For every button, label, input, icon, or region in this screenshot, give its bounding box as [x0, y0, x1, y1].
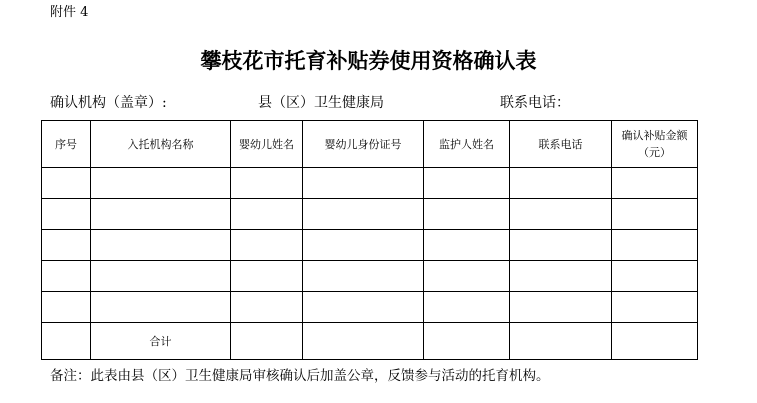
eligibility-table	[41, 120, 698, 360]
cell-serial-number[interactable]	[42, 168, 91, 199]
cell-serial-number[interactable]	[42, 323, 91, 360]
cell-guardian-name[interactable]	[424, 230, 510, 261]
header-row	[42, 121, 698, 168]
header-contact-phone: 联系电话	[510, 121, 612, 168]
cell-institution-name[interactable]	[91, 168, 231, 199]
cell-guardian-name[interactable]	[424, 292, 510, 323]
header-child-id-number: 婴幼儿身份证号	[303, 121, 424, 168]
cell-contact-phone[interactable]	[510, 168, 612, 199]
cell-child-id-number[interactable]	[303, 168, 424, 199]
cell-subsidy-amount[interactable]	[612, 261, 698, 292]
health-bureau-label: 县（区）卫生健康局	[258, 95, 384, 111]
cell-guardian-name[interactable]	[424, 323, 510, 360]
header-institution-name: 入托机构名称	[91, 121, 231, 168]
cell-subsidy-amount[interactable]	[612, 199, 698, 230]
cell-child-name[interactable]	[231, 168, 303, 199]
cell-child-name[interactable]	[231, 261, 303, 292]
header-serial-number: 序号	[42, 121, 91, 168]
cell-contact-phone[interactable]	[510, 323, 612, 360]
cell-serial-number[interactable]	[42, 292, 91, 323]
table-row	[42, 199, 698, 230]
cell-contact-phone[interactable]	[510, 230, 612, 261]
cell-serial-number[interactable]	[42, 199, 91, 230]
table-row	[42, 230, 698, 261]
cell-contact-phone[interactable]	[510, 199, 612, 230]
cell-institution-name[interactable]	[91, 199, 231, 230]
cell-guardian-name[interactable]	[424, 168, 510, 199]
attachment-label: 附件 4	[50, 5, 89, 20]
cell-child-name[interactable]	[231, 323, 303, 360]
header-child-name: 婴幼儿姓名	[231, 121, 303, 168]
header-subsidy-amount: 确认补贴金额（元）	[612, 121, 698, 168]
total-label: 合计	[91, 323, 231, 360]
table-row	[42, 168, 698, 199]
cell-child-id-number[interactable]	[303, 199, 424, 230]
table-row	[42, 292, 698, 323]
cell-total-amount[interactable]	[612, 323, 698, 360]
cell-guardian-name[interactable]	[424, 199, 510, 230]
cell-child-id-number[interactable]	[303, 323, 424, 360]
cell-child-name[interactable]	[231, 230, 303, 261]
cell-contact-phone[interactable]	[510, 261, 612, 292]
confirming-org-label: 确认机构（盖章）:	[50, 95, 167, 111]
cell-child-id-number[interactable]	[303, 292, 424, 323]
cell-serial-number[interactable]	[42, 261, 91, 292]
form-title: 攀枝花市托育补贴券使用资格确认表	[200, 49, 537, 73]
cell-institution-name[interactable]	[91, 261, 231, 292]
table-row	[42, 261, 698, 292]
contact-phone-label: 联系电话：	[500, 95, 570, 111]
total-row	[42, 323, 698, 360]
footnote: 备注：此表由县（区）卫生健康局审核确认后加盖公章，反馈参与活动的托育机构。	[50, 368, 550, 384]
cell-subsidy-amount[interactable]	[612, 292, 698, 323]
header-guardian-name: 监护人姓名	[424, 121, 510, 168]
cell-institution-name[interactable]	[91, 292, 231, 323]
cell-subsidy-amount[interactable]	[612, 168, 698, 199]
cell-serial-number[interactable]	[42, 230, 91, 261]
cell-child-id-number[interactable]	[303, 261, 424, 292]
cell-child-id-number[interactable]	[303, 230, 424, 261]
cell-institution-name[interactable]	[91, 230, 231, 261]
cell-subsidy-amount[interactable]	[612, 230, 698, 261]
cell-contact-phone[interactable]	[510, 292, 612, 323]
cell-guardian-name[interactable]	[424, 261, 510, 292]
cell-child-name[interactable]	[231, 199, 303, 230]
cell-child-name[interactable]	[231, 292, 303, 323]
